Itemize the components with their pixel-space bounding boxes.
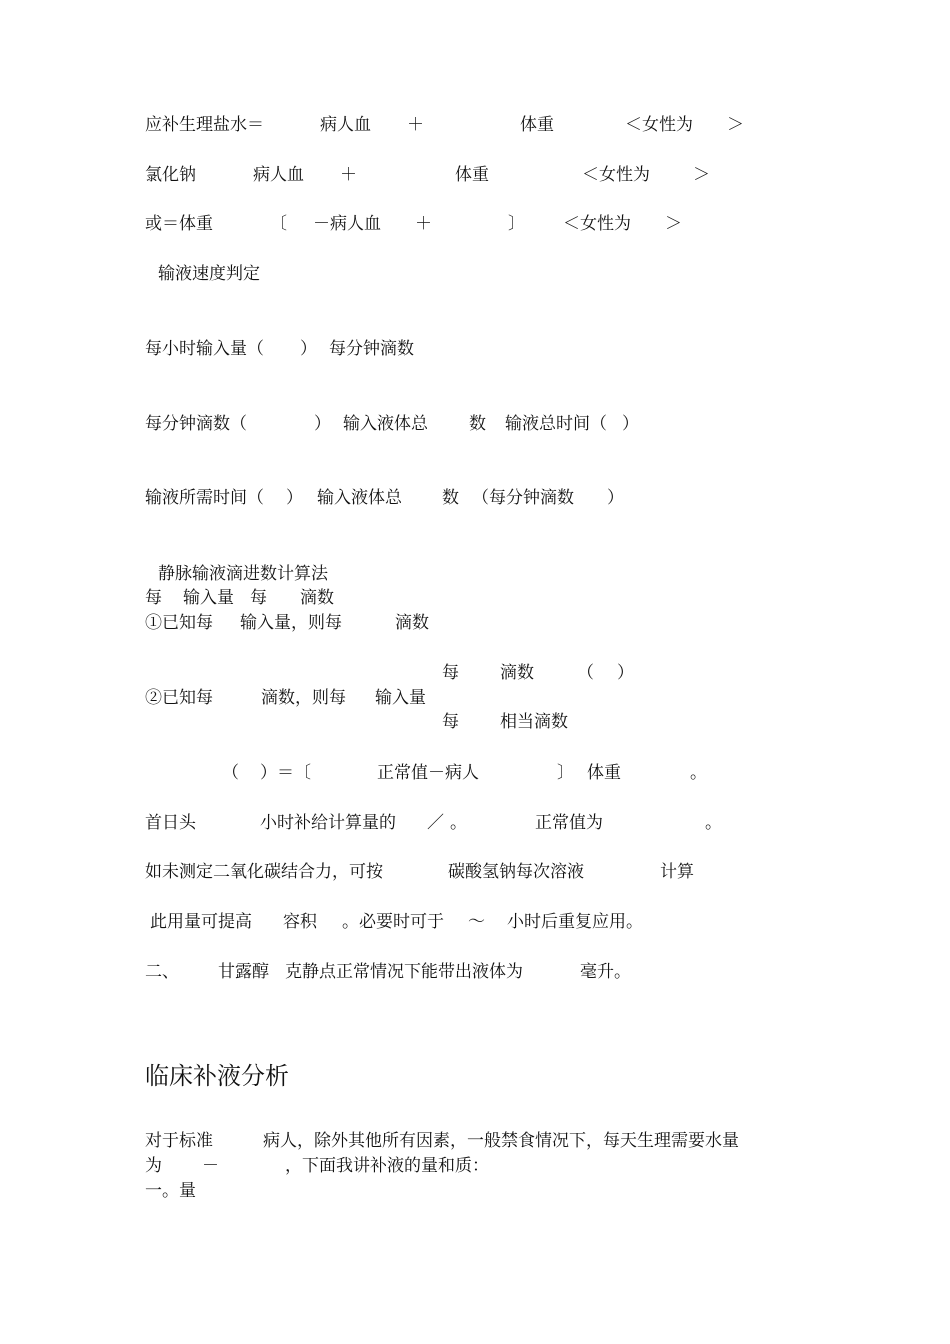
body-text: － bbox=[202, 1156, 219, 1176]
formula-text: 输入液体总 bbox=[317, 488, 402, 508]
formula-text: ＜女性为 bbox=[625, 115, 693, 135]
formula-text: 每 bbox=[442, 712, 459, 732]
formula-text: 或＝体重 bbox=[145, 214, 213, 234]
formula-text: 〕 bbox=[557, 763, 574, 783]
formula-text: 滴数 bbox=[300, 588, 334, 608]
formula-text: 应补生理盐水＝ bbox=[145, 115, 264, 135]
formula-text: ＞ bbox=[727, 115, 744, 135]
body-text: 毫升。 bbox=[580, 962, 631, 982]
body-text: ～ bbox=[468, 912, 485, 932]
formula-text: ）＝〔 bbox=[260, 763, 311, 783]
formula-text: ） bbox=[286, 488, 303, 508]
body-text: 对于标准 bbox=[145, 1131, 213, 1151]
body-text: 正常值为 bbox=[535, 813, 603, 833]
formula-text: ①已知每 bbox=[145, 613, 213, 633]
formula-text: 输入量 bbox=[375, 688, 426, 708]
formula-text: 每 bbox=[250, 588, 267, 608]
formula-text: （每分钟滴数 bbox=[472, 488, 574, 508]
list-item: 一。量 bbox=[145, 1181, 196, 1201]
formula-text: 输液所需时间（ bbox=[145, 488, 264, 508]
formula-text: ） bbox=[300, 339, 317, 359]
body-text: 。 bbox=[450, 813, 467, 833]
formula-text: ＞ bbox=[665, 214, 682, 234]
section-title: 输液速度判定 bbox=[158, 264, 260, 284]
formula-text: 输入量 bbox=[183, 588, 234, 608]
formula-text: 每分钟滴数 bbox=[329, 339, 414, 359]
formula-text: 病人血 bbox=[253, 165, 304, 185]
formula-text: ＋ bbox=[340, 165, 357, 185]
formula-text: 体重 bbox=[587, 763, 621, 783]
formula-text: （ bbox=[222, 763, 239, 783]
body-text: 此用量可提高 bbox=[150, 912, 252, 932]
formula-text: ＞ bbox=[693, 165, 710, 185]
body-text: 计算 bbox=[660, 862, 694, 882]
formula-text: 每分钟滴数（ bbox=[145, 414, 247, 434]
formula-text: 输入液体总 bbox=[343, 414, 428, 434]
formula-text: ＜女性为 bbox=[563, 214, 631, 234]
formula-text: ＜女性为 bbox=[582, 165, 650, 185]
formula-text: 〔 bbox=[270, 214, 287, 234]
body-text: 容积 bbox=[283, 912, 317, 932]
formula-text: 每 bbox=[145, 588, 162, 608]
section-title: 静脉输液滴进数计算法 bbox=[158, 564, 328, 584]
body-text: ／ bbox=[427, 813, 444, 833]
body-text: 为 bbox=[145, 1156, 162, 1176]
body-text: 小时后重复应用。 bbox=[507, 912, 643, 932]
formula-text: 每 bbox=[442, 663, 459, 683]
formula-text: ②已知每 bbox=[145, 688, 213, 708]
formula-text: ） bbox=[314, 414, 331, 434]
formula-text: 正常值－病人 bbox=[377, 763, 479, 783]
formula-text: 相当滴数 bbox=[500, 712, 568, 732]
body-text: 。必要时可于 bbox=[342, 912, 444, 932]
formula-text: 滴数，则每 bbox=[261, 688, 346, 708]
body-text: 二、 bbox=[145, 962, 179, 982]
body-text: 碳酸氢钠每次溶液 bbox=[448, 862, 584, 882]
formula-text: ） bbox=[617, 663, 634, 683]
formula-text: 滴数 bbox=[500, 663, 534, 683]
formula-text: 氯化钠 bbox=[145, 165, 196, 185]
formula-text: 病人血 bbox=[320, 115, 371, 135]
body-text: ，下面我讲补液的量和质： bbox=[285, 1156, 489, 1176]
formula-text: ） bbox=[607, 488, 624, 508]
body-text: 如未测定二氧化碳结合力，可按 bbox=[145, 862, 383, 882]
formula-text: 输入量，则每 bbox=[240, 613, 342, 633]
formula-text: 。 bbox=[690, 763, 707, 783]
formula-text: ＋ bbox=[415, 214, 432, 234]
formula-text: 〕 bbox=[508, 214, 525, 234]
body-text: 病人，除外其他所有因素，一般禁食情况下，每天生理需要水量 bbox=[263, 1131, 739, 1151]
formula-text: ） bbox=[622, 414, 639, 434]
formula-text: －病人血 bbox=[313, 214, 381, 234]
body-text: 。 bbox=[705, 813, 722, 833]
formula-text: 数 bbox=[469, 414, 486, 434]
body-text: 克静点正常情况下能带出液体为 bbox=[285, 962, 523, 982]
formula-text: 体重 bbox=[455, 165, 489, 185]
formula-text: 体重 bbox=[520, 115, 554, 135]
formula-text: 滴数 bbox=[395, 613, 429, 633]
body-text: 首日头 bbox=[145, 813, 196, 833]
formula-text: 数 bbox=[442, 488, 459, 508]
formula-text: 每小时输入量（ bbox=[145, 339, 264, 359]
body-text: 小时补给计算量的 bbox=[260, 813, 396, 833]
heading-text: 临床补液分析 bbox=[145, 1062, 289, 1090]
formula-text: 输液总时间（ bbox=[505, 414, 607, 434]
formula-text: （ bbox=[577, 663, 594, 683]
body-text: 甘露醇 bbox=[218, 962, 269, 982]
formula-text: ＋ bbox=[407, 115, 424, 135]
